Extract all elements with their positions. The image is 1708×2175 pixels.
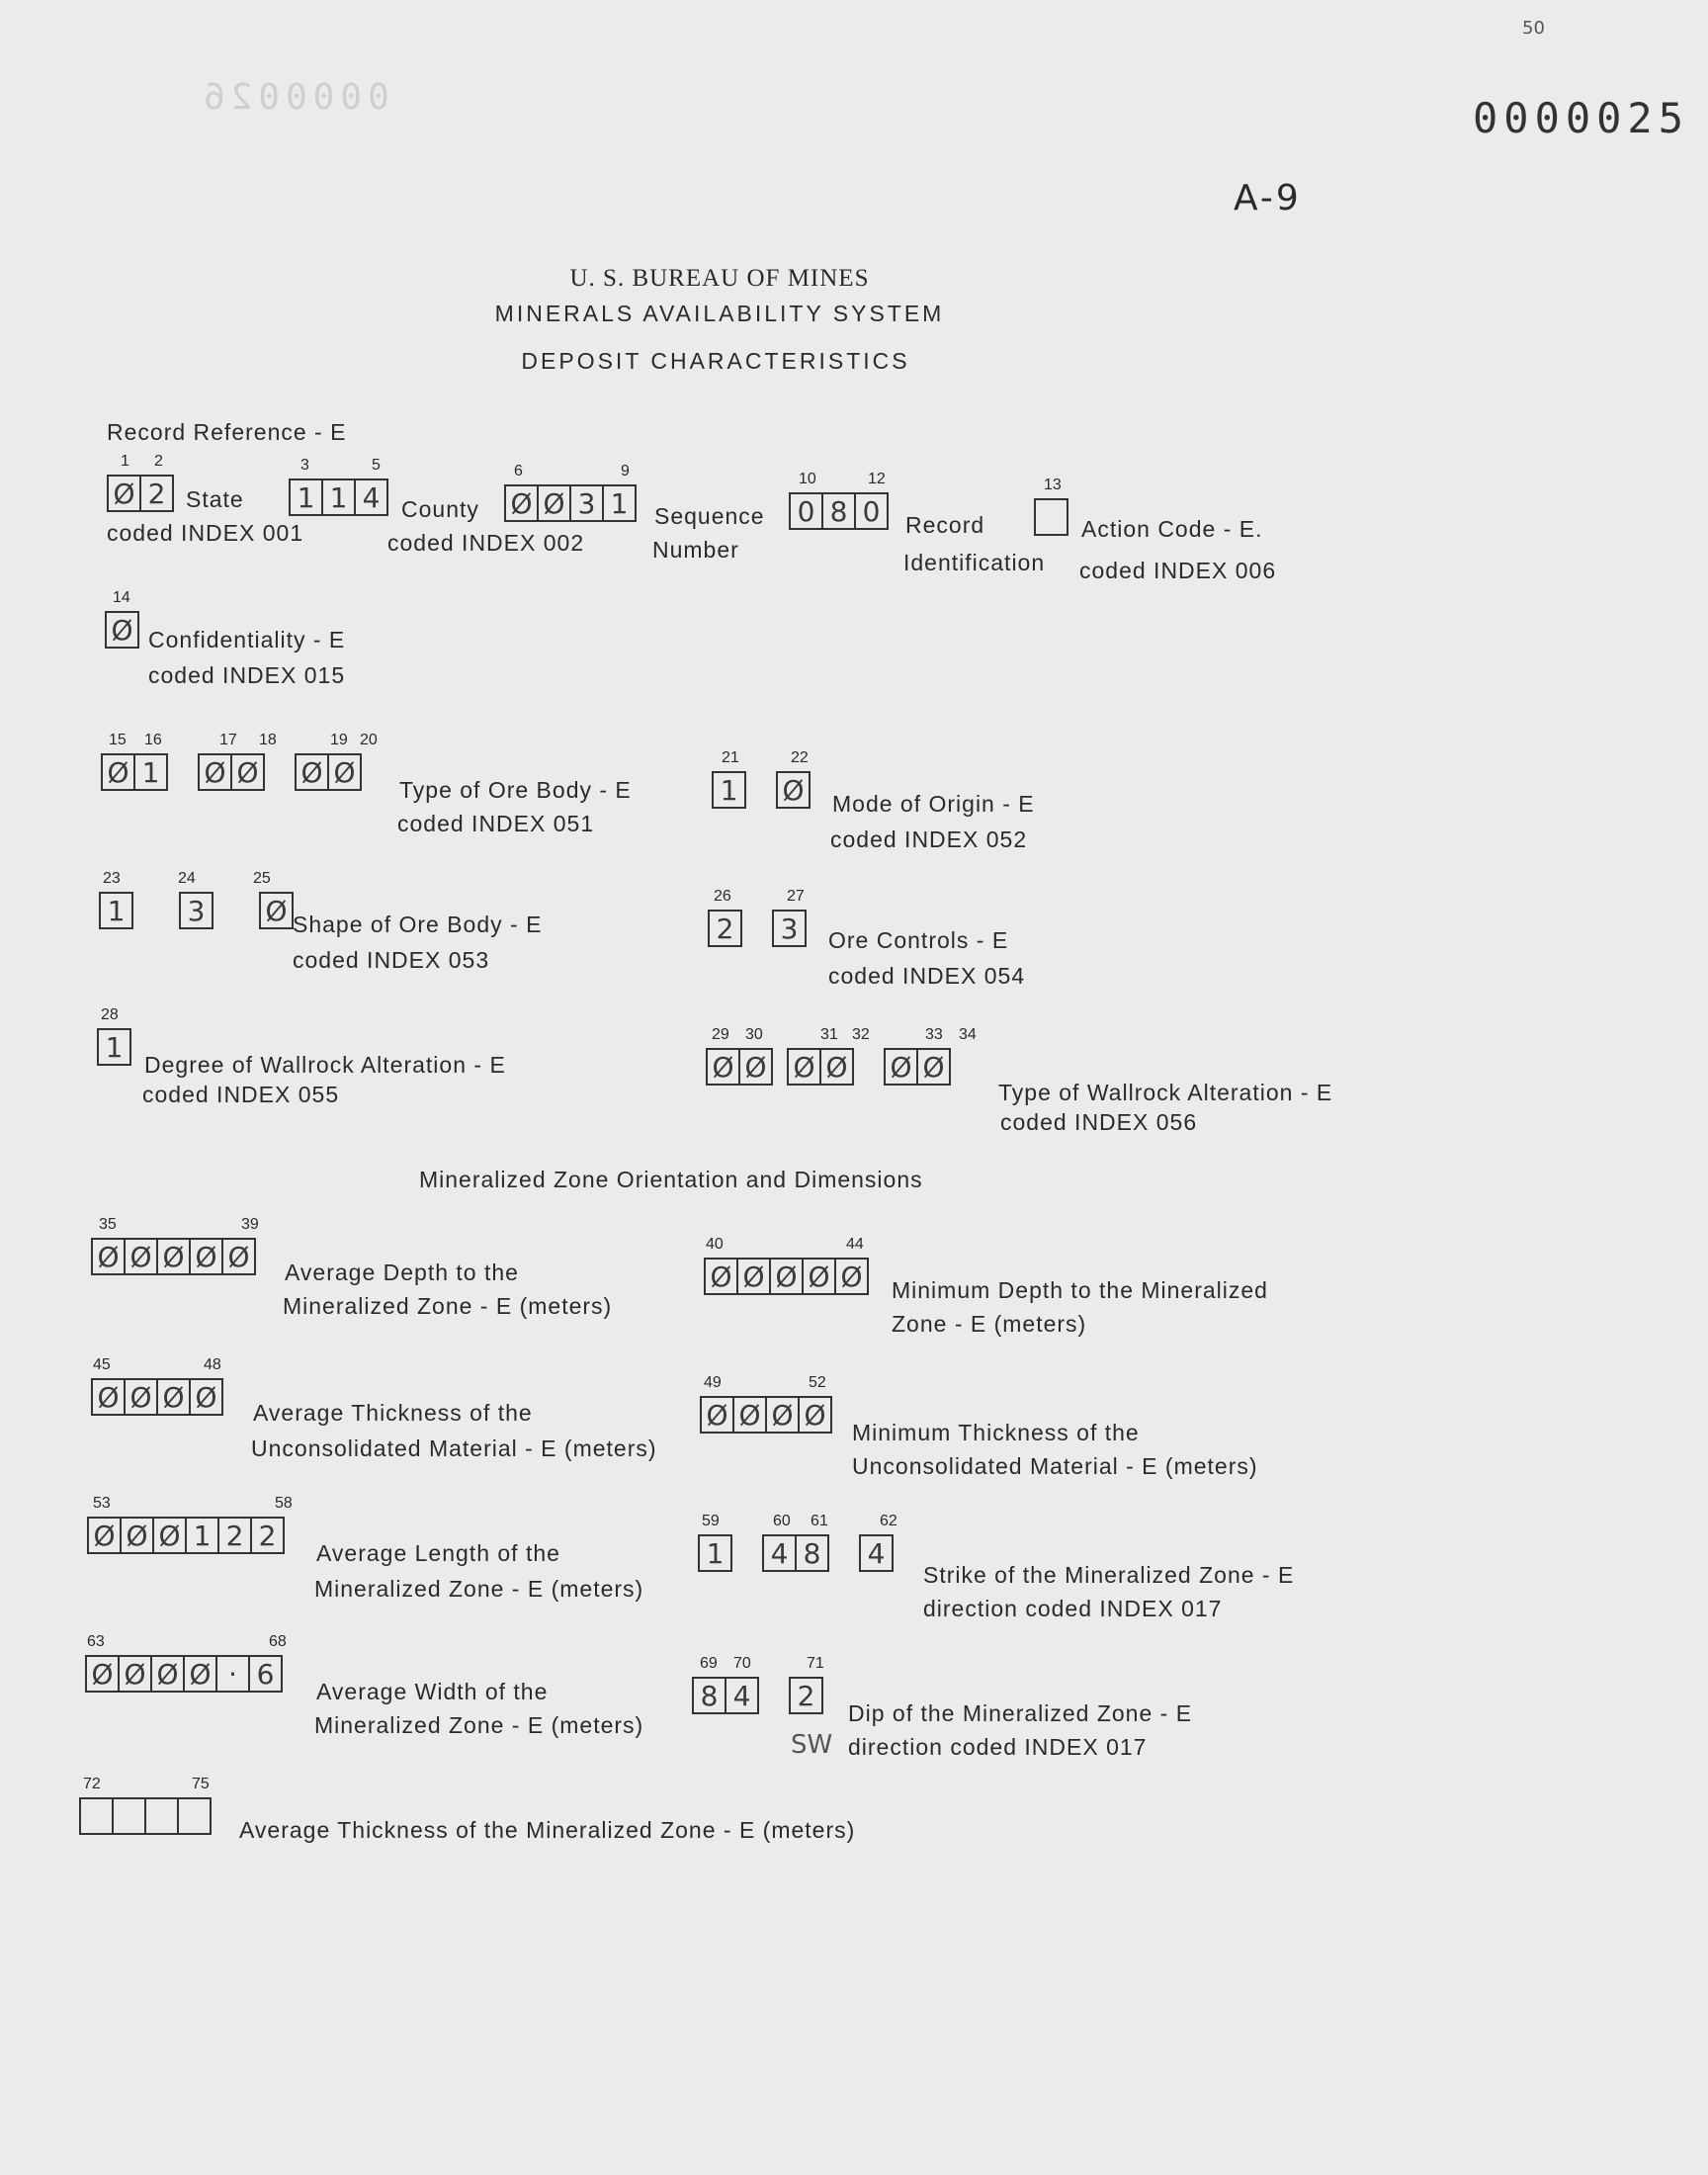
strike-index-label: direction coded INDEX 017 <box>923 1596 1223 1621</box>
col-number: 14 <box>113 589 130 606</box>
min-depth-field <box>704 1236 869 1295</box>
col-number: 19 <box>330 732 348 748</box>
action-code-label: Action Code - E. <box>1081 516 1263 542</box>
avg-thick-zone-box[interactable] <box>112 1797 146 1835</box>
strike-field <box>698 1513 915 1572</box>
strike-box[interactable]: 4 <box>859 1534 894 1572</box>
avg-width-box[interactable]: · <box>215 1655 250 1693</box>
col-number: 40 <box>706 1236 724 1253</box>
confidentiality-index-label: coded INDEX 015 <box>148 662 346 688</box>
county-label: County <box>401 496 479 522</box>
col-number: 18 <box>259 732 277 748</box>
col-number: 60 <box>773 1513 791 1529</box>
avg-width-box[interactable]: Ø <box>183 1655 217 1693</box>
type-wallrock-box[interactable]: Ø <box>884 1048 918 1086</box>
col-number: 12 <box>868 471 886 487</box>
col-number: 63 <box>87 1633 105 1650</box>
col-number: 62 <box>880 1513 897 1529</box>
state-field <box>107 453 174 512</box>
type-wallrock-box[interactable]: Ø <box>738 1048 773 1086</box>
col-number: 68 <box>269 1633 287 1650</box>
dip-index-label: direction coded INDEX 017 <box>848 1734 1148 1760</box>
confidentiality-label: Confidentiality - E <box>148 627 346 652</box>
col-number: 45 <box>93 1356 111 1373</box>
avg-depth-box[interactable]: Ø <box>189 1238 223 1275</box>
col-number: 44 <box>846 1236 864 1253</box>
avg-width-box[interactable]: 6 <box>248 1655 283 1693</box>
state-box-2[interactable]: 2 <box>139 475 174 512</box>
mode-origin-index-label: coded INDEX 052 <box>830 826 1028 852</box>
type-ore-body-field <box>101 732 397 791</box>
avg-depth-box[interactable]: Ø <box>91 1238 126 1275</box>
avg-thick-uncons-box[interactable]: Ø <box>156 1378 191 1416</box>
avg-depth-box[interactable]: Ø <box>124 1238 158 1275</box>
col-number: 10 <box>799 471 816 487</box>
county-box-3[interactable]: 4 <box>354 478 388 516</box>
col-number: 21 <box>722 749 739 766</box>
avg-length-box[interactable]: Ø <box>87 1517 122 1554</box>
col-number: 69 <box>700 1655 718 1672</box>
avg-width-box[interactable]: Ø <box>85 1655 120 1693</box>
county-box-1[interactable]: 1 <box>289 478 323 516</box>
shape-ore-body-label: Shape of Ore Body - E <box>293 912 543 937</box>
type-wallrock-label: Type of Wallrock Alteration - E <box>998 1080 1333 1105</box>
dip-box[interactable]: 8 <box>692 1677 726 1714</box>
record-id-box-1[interactable]: 0 <box>789 492 823 530</box>
col-number: 17 <box>219 732 237 748</box>
min-thick-uncons-box[interactable]: Ø <box>798 1396 832 1434</box>
shape-ore-body-box[interactable]: Ø <box>259 892 294 929</box>
mode-origin-box[interactable]: Ø <box>776 771 811 809</box>
col-number: 23 <box>103 870 121 887</box>
col-number: 29 <box>712 1026 729 1043</box>
type-wallrock-box[interactable]: Ø <box>787 1048 821 1086</box>
min-depth-box[interactable]: Ø <box>834 1258 869 1295</box>
min-thick-uncons-box[interactable]: Ø <box>765 1396 800 1434</box>
avg-length-field <box>87 1495 293 1554</box>
col-number: 24 <box>178 870 196 887</box>
min-depth-box[interactable]: Ø <box>704 1258 738 1295</box>
avg-thick-uncons-box[interactable]: Ø <box>189 1378 223 1416</box>
col-number: 70 <box>733 1655 751 1672</box>
col-number: 6 <box>514 463 523 479</box>
degree-wallrock-box[interactable]: 1 <box>97 1028 131 1066</box>
avg-thick-zone-box[interactable] <box>144 1797 179 1835</box>
mode-origin-field <box>712 749 830 809</box>
page-id: A-9 <box>1234 178 1302 218</box>
sequence-box-1[interactable]: Ø <box>504 484 539 522</box>
state-box-1[interactable]: Ø <box>107 475 141 512</box>
sequence-box-2[interactable]: Ø <box>537 484 571 522</box>
sequence-box-4[interactable]: 1 <box>602 484 637 522</box>
col-number: 53 <box>93 1495 111 1512</box>
avg-length-box[interactable]: Ø <box>120 1517 154 1554</box>
min-thick-uncons-label: Minimum Thickness of the <box>852 1420 1140 1445</box>
min-depth-label: Minimum Depth to the Mineralized <box>892 1277 1268 1303</box>
col-number: 52 <box>809 1374 826 1391</box>
col-number: 5 <box>372 457 381 474</box>
ore-controls-index-label: coded INDEX 054 <box>828 963 1026 989</box>
avg-length-units-label: Mineralized Zone - E (meters) <box>314 1576 644 1602</box>
strike-label: Strike of the Mineralized Zone - E <box>923 1562 1295 1588</box>
min-thick-uncons-field <box>700 1374 832 1434</box>
avg-thick-zone-label: Average Thickness of the Mineralized Zone - E (meters) <box>239 1817 856 1843</box>
handwritten-sw: SW <box>791 1730 833 1760</box>
avg-thick-uncons-label: Average Thickness of the <box>253 1400 533 1426</box>
col-number: 75 <box>192 1776 210 1792</box>
type-wallrock-field <box>706 1026 992 1086</box>
col-number: 58 <box>275 1495 293 1512</box>
avg-length-box[interactable]: Ø <box>152 1517 187 1554</box>
avg-thick-uncons-box[interactable]: Ø <box>91 1378 126 1416</box>
col-number: 32 <box>852 1026 870 1043</box>
degree-wallrock-label: Degree of Wallrock Alteration - E <box>144 1052 506 1078</box>
avg-width-box[interactable]: Ø <box>118 1655 152 1693</box>
avg-length-label: Average Length of the <box>316 1540 560 1566</box>
record-id-box-3[interactable]: 0 <box>854 492 889 530</box>
avg-depth-box[interactable]: Ø <box>156 1238 191 1275</box>
state-label: State <box>186 486 244 512</box>
avg-length-box[interactable]: 1 <box>185 1517 219 1554</box>
page-number-handwritten: 50 <box>1522 18 1545 39</box>
avg-depth-box[interactable]: Ø <box>221 1238 256 1275</box>
avg-thick-zone-box[interactable] <box>79 1797 114 1835</box>
type-ore-body-box[interactable]: Ø <box>327 753 362 791</box>
avg-width-field <box>85 1633 287 1693</box>
col-number: 33 <box>925 1026 943 1043</box>
ore-controls-label: Ore Controls - E <box>828 927 1009 953</box>
avg-thick-uncons-units-label: Unconsolidated Material - E (meters) <box>251 1436 657 1461</box>
avg-depth-units-label: Mineralized Zone - E (meters) <box>283 1293 613 1319</box>
form-title: DEPOSIT CHARACTERISTICS <box>521 348 910 374</box>
shape-ore-body-field <box>99 870 294 929</box>
type-ore-body-box[interactable]: Ø <box>230 753 265 791</box>
ore-controls-box[interactable]: 3 <box>772 910 807 947</box>
col-number: 22 <box>791 749 809 766</box>
avg-depth-label: Average Depth to the <box>285 1260 519 1285</box>
system-title: MINERALS AVAILABILITY SYSTEM <box>494 301 945 326</box>
col-number: 1 <box>121 453 129 470</box>
min-thick-uncons-units-label: Unconsolidated Material - E (meters) <box>852 1453 1258 1479</box>
min-thick-uncons-box[interactable]: Ø <box>732 1396 767 1434</box>
type-ore-body-box[interactable]: Ø <box>198 753 232 791</box>
avg-length-box[interactable]: 2 <box>250 1517 285 1554</box>
shape-ore-body-box[interactable]: 3 <box>179 892 214 929</box>
shape-ore-body-index-label: coded INDEX 053 <box>293 947 490 973</box>
type-wallrock-box[interactable]: Ø <box>819 1048 854 1086</box>
col-number: 20 <box>360 732 378 748</box>
record-reference-heading: Record Reference - E <box>107 419 347 445</box>
ore-controls-box[interactable]: 2 <box>708 910 742 947</box>
confidentiality-box[interactable]: Ø <box>105 611 139 649</box>
type-ore-body-label: Type of Ore Body - E <box>399 777 632 803</box>
sequence-box-3[interactable]: 3 <box>569 484 604 522</box>
type-ore-body-index-label: coded INDEX 051 <box>397 811 595 836</box>
avg-thick-uncons-box[interactable]: Ø <box>124 1378 158 1416</box>
avg-thick-zone-field <box>79 1776 217 1835</box>
identification-label: Identification <box>903 550 1046 575</box>
col-number: 71 <box>807 1655 824 1672</box>
col-number: 2 <box>154 453 163 470</box>
col-number: 3 <box>300 457 309 474</box>
min-depth-box[interactable]: Ø <box>802 1258 836 1295</box>
col-number: 61 <box>811 1513 828 1529</box>
degree-wallrock-index-label: coded INDEX 055 <box>142 1082 340 1107</box>
document-stamp-number: 0000025 <box>1473 94 1690 142</box>
col-number: 9 <box>621 463 630 479</box>
col-number: 15 <box>109 732 127 748</box>
avg-thick-uncons-field <box>91 1356 223 1416</box>
county-box-2[interactable]: 1 <box>321 478 356 516</box>
col-number: 34 <box>959 1026 977 1043</box>
col-number: 35 <box>99 1216 117 1233</box>
mode-origin-label: Mode of Origin - E <box>832 791 1035 817</box>
avg-width-label: Average Width of the <box>316 1679 549 1704</box>
action-code-field <box>1034 477 1068 536</box>
ore-controls-field <box>708 888 816 947</box>
col-number: 28 <box>101 1006 119 1023</box>
min-thick-uncons-box[interactable]: Ø <box>700 1396 734 1434</box>
dip-label: Dip of the Mineralized Zone - E <box>848 1700 1193 1726</box>
strike-box[interactable]: 4 <box>762 1534 797 1572</box>
type-wallrock-index-label: coded INDEX 056 <box>1000 1109 1198 1135</box>
sequence-field <box>504 463 637 522</box>
col-number: 31 <box>820 1026 838 1043</box>
strike-box[interactable]: 8 <box>795 1534 829 1572</box>
sequence-number-label: Number <box>652 537 739 563</box>
avg-length-box[interactable]: 2 <box>217 1517 252 1554</box>
col-number: 13 <box>1044 477 1062 493</box>
col-number: 30 <box>745 1026 763 1043</box>
min-depth-box[interactable]: Ø <box>769 1258 804 1295</box>
mode-origin-box[interactable]: 1 <box>712 771 746 809</box>
zone-section-heading: Mineralized Zone Orientation and Dimensions <box>419 1167 923 1192</box>
col-number: 25 <box>253 870 271 887</box>
min-depth-box[interactable]: Ø <box>736 1258 771 1295</box>
state-index-label: coded INDEX 001 <box>107 520 304 546</box>
avg-thick-zone-box[interactable] <box>177 1797 212 1835</box>
dip-box[interactable]: 4 <box>725 1677 759 1714</box>
col-number: 49 <box>704 1374 722 1391</box>
county-index-label: coded INDEX 002 <box>387 530 585 556</box>
min-depth-units-label: Zone - E (meters) <box>892 1311 1087 1337</box>
avg-depth-field <box>91 1216 259 1275</box>
dip-field <box>692 1655 840 1714</box>
agency-title: U. S. BUREAU OF MINES <box>569 265 870 292</box>
action-code-box[interactable] <box>1034 498 1068 536</box>
avg-width-units-label: Mineralized Zone - E (meters) <box>314 1712 644 1738</box>
col-number: 27 <box>787 888 805 905</box>
avg-width-box[interactable]: Ø <box>150 1655 185 1693</box>
county-field <box>289 457 388 516</box>
col-number: 59 <box>702 1513 720 1529</box>
strike-box[interactable]: 1 <box>698 1534 732 1572</box>
type-ore-body-box[interactable]: Ø <box>295 753 329 791</box>
shape-ore-body-box[interactable]: 1 <box>99 892 133 929</box>
record-id-box-2[interactable]: 8 <box>821 492 856 530</box>
dip-box[interactable]: 2 <box>789 1677 823 1714</box>
type-ore-body-box[interactable]: 1 <box>133 753 168 791</box>
type-wallrock-box[interactable]: Ø <box>916 1048 951 1086</box>
col-number: 26 <box>714 888 731 905</box>
col-number: 39 <box>241 1216 259 1233</box>
record-label: Record <box>905 512 985 538</box>
type-wallrock-box[interactable]: Ø <box>706 1048 740 1086</box>
bleed-through-stamp: 0000026 <box>198 77 389 118</box>
sequence-label: Sequence <box>654 503 765 529</box>
type-ore-body-box[interactable]: Ø <box>101 753 135 791</box>
col-number: 48 <box>204 1356 221 1373</box>
confidentiality-field <box>105 589 139 649</box>
col-number: 72 <box>83 1776 101 1792</box>
record-id-field <box>789 471 889 530</box>
col-number: 16 <box>144 732 162 748</box>
action-code-index-label: coded INDEX 006 <box>1079 558 1277 583</box>
degree-wallrock-field <box>97 1006 131 1066</box>
